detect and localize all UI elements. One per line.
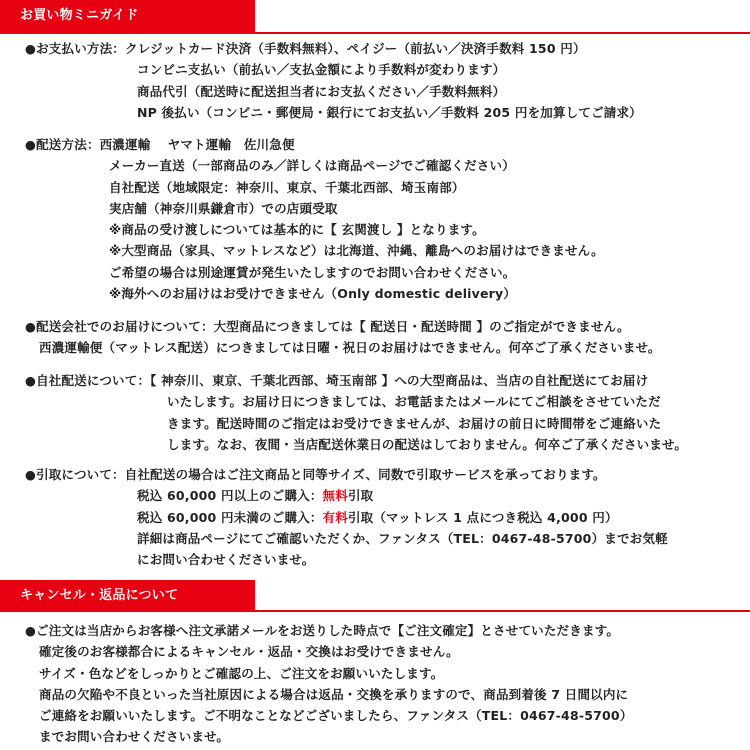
shipping-line: 自社配送（地域限定：神奈川、東京、千葉北西部、埼玉南部） bbox=[109, 179, 465, 195]
shipping-note: ※大型商品（家具、マットレスなど）は北海道、沖縄、離島へのお届けはできません。 bbox=[109, 243, 604, 259]
shipping-section bbox=[0, 134, 750, 304]
payment-line: NP 後払い（コンビニ・郵便局・銀行にてお支払い／手数料 205 円を加算してご請求） bbox=[137, 104, 642, 120]
own-delivery-section bbox=[0, 370, 750, 455]
pickup-under-line: 税込 60,000 円未満のご購入：有料引取（マットレス 1 点につき税込 4,000 円） bbox=[137, 509, 618, 525]
cancel-line: 商品の欠陥や不良といった当社原因による場合は返品・交換を承りますので、商品到着後 7 日間以内に bbox=[39, 686, 629, 702]
shipping-note: ご希望の場合は別途運賃が発生いたしますのでお問い合わせください。 bbox=[109, 264, 516, 280]
shipping-note: ※海外へのお届けはお受けできません（Only domestic delivery） bbox=[109, 286, 517, 302]
carrier-line: 西濃運輸便（マットレス配送）につきましては日曜・祝日のお届けはできません。何卒ご了承くださいませ。 bbox=[39, 340, 661, 356]
cancel-line: 確定後のお客様都合によるキャンセル・返品・交換はお受けできません。 bbox=[39, 644, 459, 660]
pickup-over-line: 税込 60,000 円以上のご購入：無料引取 bbox=[137, 488, 374, 504]
pickup-detail: にお問い合わせくださいませ。 bbox=[137, 552, 315, 568]
cancel-section bbox=[0, 620, 750, 748]
section-divider bbox=[0, 32, 750, 34]
section-header-cancel-return: キャンセル・返品について bbox=[0, 580, 255, 612]
own-delivery-line: きます。配送時間のご指定はお受けできませんが、お届けの前日に時間帯をご連絡いた bbox=[167, 415, 662, 431]
payment-label: ●お支払い方法： bbox=[25, 41, 126, 56]
pickup-line: 自社配送の場合はご注文商品と同等サイズ、同数で引取サービスを承っております。 bbox=[124, 467, 606, 482]
shipping-line: 実店舗（神奈川県鎌倉市）での店頭受取 bbox=[109, 200, 338, 216]
own-delivery-label: ●自社配送について： bbox=[25, 373, 151, 388]
own-delivery-line: 【 神奈川、東京、千葉北西部、埼玉南部 】への大型商品は、当店の自社配送にてお届け bbox=[150, 373, 649, 388]
pickup-section bbox=[0, 464, 750, 570]
carrier-line: ●配送会社でのお届けについて：大型商品につきましては【 配送日・配送時間 】のご指定ができません。 bbox=[25, 319, 630, 334]
cancel-line: ●ご注文は当店からお客様へ注文承諾メールをお送りした時点で【ご注文確定】とさせていただきます。 bbox=[25, 623, 620, 638]
pickup-detail: 詳細は商品ページにてご確認いただくか、ファンタス（TEL：0467-48-5700）までお気軽 bbox=[137, 530, 668, 546]
carrier-section bbox=[0, 316, 750, 359]
free-tag: 無料 bbox=[322, 488, 348, 504]
payment-line: クレジットカード決済（手数料無料）、ペイジー（前払い／決済手数料 150 円） bbox=[125, 41, 586, 56]
own-delivery-line: いたします。お届け日につきましては、お電話またはメールにてご相談をさせていただ bbox=[167, 394, 661, 410]
shipping-note: ※商品の受け渡しについては基本的に【 玄関渡し 】となります。 bbox=[109, 222, 485, 238]
payment-line: 商品代引（配送時に配送担当者にお支払ください／手数料無料） bbox=[137, 83, 506, 99]
pickup-label: ●引取について： bbox=[25, 467, 125, 482]
payment-section bbox=[0, 38, 750, 123]
paid-tag: 有料 bbox=[322, 509, 348, 525]
shipping-line: メーカー直送（一部商品のみ／詳しくは商品ページでご確認ください） bbox=[109, 158, 515, 174]
payment-line: コンビニ支払い（前払い／支払金額により手数料が変わります） bbox=[137, 62, 506, 78]
own-delivery-line: します。なお、夜間・当店配送休業日の配送はしておりません。何卒ご了承くださいませ。 bbox=[167, 436, 688, 452]
cancel-line: ご連絡をお願いいたします。ご不明なことなどございましたら、ファンタス（TEL：0467-48-5700） bbox=[39, 708, 633, 724]
shipping-line: 西濃運輸 ヤマト運輸 佐川急便 bbox=[99, 137, 295, 152]
cancel-line: サイズ・色などをしっかりとご確認の上、ご注文をお願いいたします。 bbox=[39, 665, 444, 681]
section-header-shopping-guide: お買い物ミニガイド bbox=[0, 0, 255, 32]
shipping-label: ●配送方法： bbox=[25, 137, 100, 152]
cancel-line: までお問い合わせくださいませ。 bbox=[39, 729, 230, 745]
